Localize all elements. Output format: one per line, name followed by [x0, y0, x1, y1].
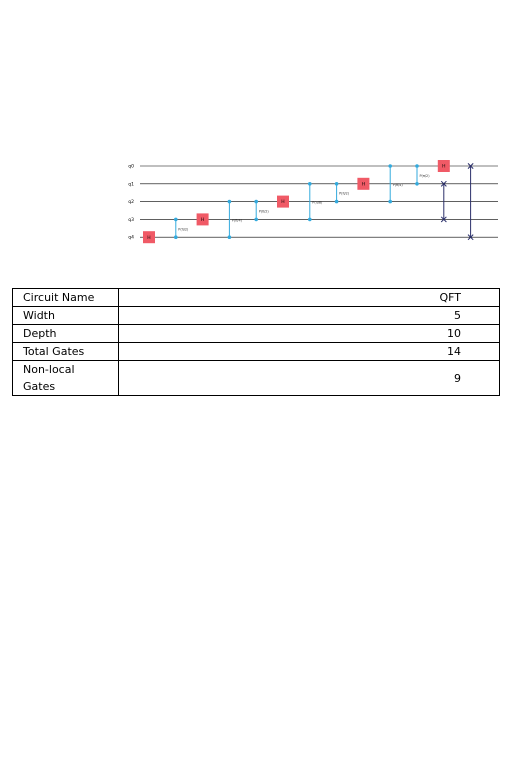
row-label: Width — [13, 307, 119, 325]
control-dot — [228, 200, 232, 204]
control-dot — [254, 200, 258, 204]
control-dot — [388, 164, 392, 168]
phase-gate-label: P(π/2) — [258, 209, 269, 214]
row-label: Circuit Name — [13, 289, 119, 307]
phase-gate-label: P(π/2) — [339, 191, 350, 196]
control-dot — [174, 218, 178, 222]
table-row-non-local-gates — [13, 361, 500, 396]
table-row-total-gates — [13, 343, 500, 361]
qubit-label: q0 — [128, 164, 134, 170]
hadamard-gate-label: H — [361, 182, 366, 188]
row-value: 9 — [119, 361, 500, 396]
qubit-label: q2 — [128, 200, 134, 206]
control-dot — [254, 218, 258, 222]
qubit-label: q3 — [128, 217, 134, 223]
phase-gate-label: P(π/2) — [178, 227, 189, 232]
quantum-circuit-diagram — [0, 0, 512, 270]
hadamard-gate-label: H — [281, 200, 285, 206]
hadamard-gate-label: H — [200, 218, 205, 223]
row-label: Depth — [13, 325, 119, 343]
control-dot — [388, 200, 392, 204]
phase-gate-label: P(π/4) — [392, 182, 403, 187]
control-dot — [415, 182, 419, 186]
table-row-depth — [13, 325, 500, 343]
phase-gate-label: P(π/4) — [231, 218, 242, 223]
row-value: 5 — [119, 307, 500, 325]
row-label: Non-local Gates — [13, 361, 119, 396]
qubit-label: q4 — [128, 235, 134, 241]
row-label: Total Gates — [13, 343, 119, 361]
row-value: QFT — [119, 289, 500, 307]
control-dot — [335, 182, 339, 186]
row-value: 10 — [119, 325, 500, 343]
control-dot — [174, 235, 178, 239]
table-row-width — [13, 307, 500, 325]
hadamard-gate-label: H — [442, 164, 446, 170]
table-row-circuit-name — [13, 289, 500, 307]
control-dot — [335, 200, 339, 204]
control-dot — [415, 164, 419, 168]
phase-gate-label: P(π/2) — [419, 173, 430, 178]
qubit-label: q1 — [128, 182, 134, 188]
phase-gate-label: P(π/8) — [312, 200, 323, 205]
circuit-summary-table — [12, 288, 500, 396]
row-value: 14 — [119, 343, 500, 361]
control-dot — [228, 235, 232, 239]
control-dot — [308, 218, 312, 222]
control-dot — [308, 182, 312, 186]
hadamard-gate-label: H — [147, 235, 151, 241]
